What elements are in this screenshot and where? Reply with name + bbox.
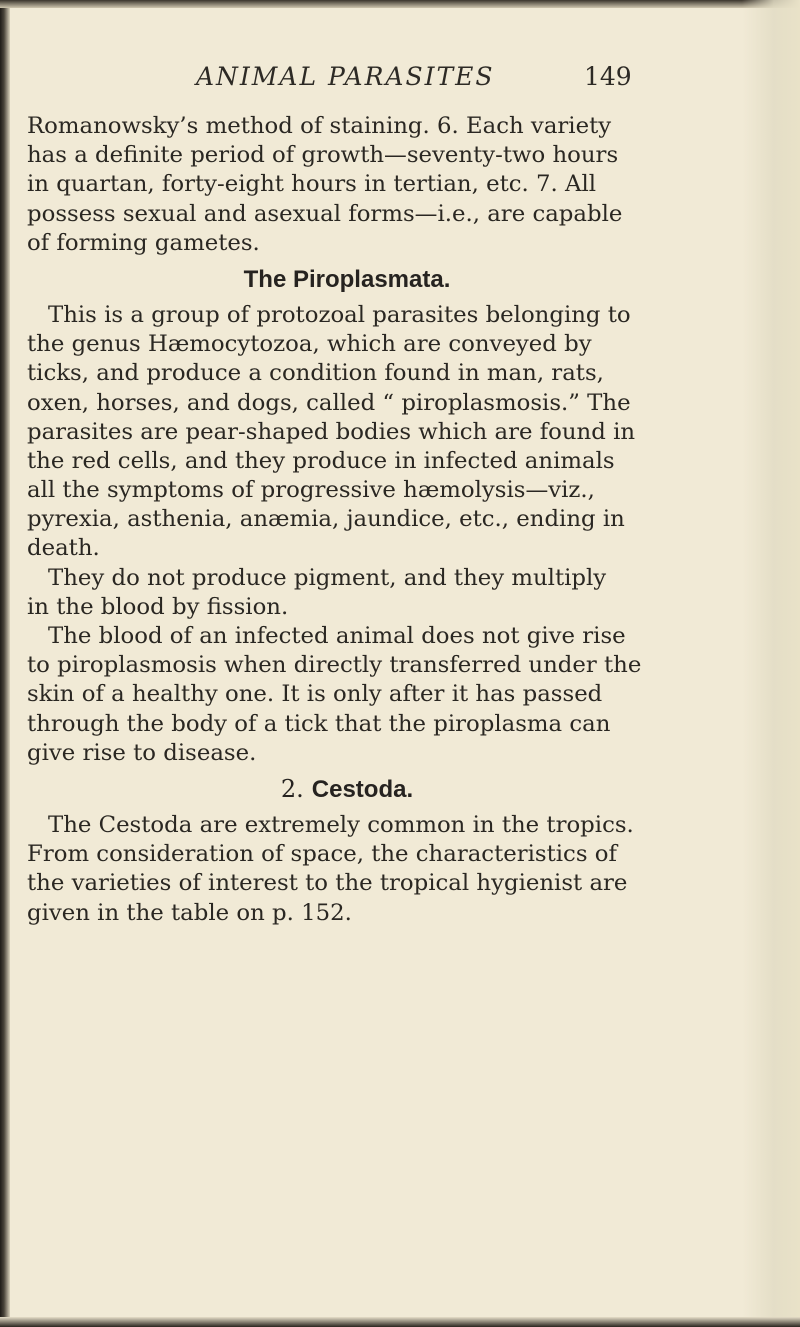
text-line: skin of a healthy one. It is only after it has passed [27,681,603,708]
text-line: parasites are pear-shaped bodies which are found in [27,418,636,445]
heading-text: The Piroplasmata. [243,265,451,293]
text-line: The Cestoda are extremely common in the tropics. [48,811,634,838]
text-line: in quartan, forty-eight hours in tertian, etc. 7. All [27,171,597,198]
piroplasmata-paragraph-1 [27,301,667,564]
text-line: has a definite period of growth—seventy-two hours [27,142,619,169]
text-line: the red cells, and they produce in infected animals [27,447,615,474]
spine-shadow [0,0,10,1327]
running-title: ANIMAL PARASITES [196,62,495,91]
top-edge-shadow [0,0,800,8]
text-line: through the body of a tick that the piroplasma can [27,710,611,737]
bottom-edge-shadow [0,1317,800,1327]
text-line: They do not produce pigment, and they multiply [48,564,607,591]
text-line: pyrexia, asthenia, anæmia, jaundice, etc., ending in [27,506,625,533]
section-heading-cestoda [27,772,667,807]
page-number: 149 [584,62,632,91]
piroplasmata-paragraph-2 [27,564,667,622]
text-line: all the symptoms of progressive hæmolysis—viz., [27,477,595,504]
right-page-edge [742,0,800,1327]
intro-paragraph [27,112,667,258]
text-line: of forming gametes. [27,229,260,256]
text-line: the genus Hæmocytozoa, which are conveyed by [27,331,592,358]
text-line: death. [27,535,100,562]
text-line: to piroplasmosis when directly transferred under the [27,652,642,679]
text-line: ticks, and produce a condition found in man, rats, [27,360,604,387]
text-line: From consideration of space, the characteristics of [27,841,617,868]
text-line: given in the table on p. 152. [27,899,352,926]
text-line: possess sexual and asexual forms—i.e., are capable [27,200,623,227]
piroplasmata-paragraph-3 [27,622,667,768]
body-text [27,112,667,928]
heading-text: Cestoda. [311,775,414,803]
text-line: oxen, horses, and dogs, called “ piroplasmosis.” The [27,389,631,416]
section-heading-piroplasmata [27,262,667,297]
text-line: The blood of an infected animal does not give rise [48,623,626,649]
text-line: This is a group of protozoal parasites belonging to [48,301,631,328]
running-head [0,62,800,98]
cestoda-paragraph-1 [27,811,667,928]
text-line: the varieties of interest to the tropical hygienist are [27,870,628,897]
text-line: Romanowsky’s method of staining. 6. Each variety [27,113,612,139]
section-number: 2. [280,774,304,803]
text-line: give rise to disease. [27,739,257,766]
text-line: in the blood by fission. [27,593,289,620]
